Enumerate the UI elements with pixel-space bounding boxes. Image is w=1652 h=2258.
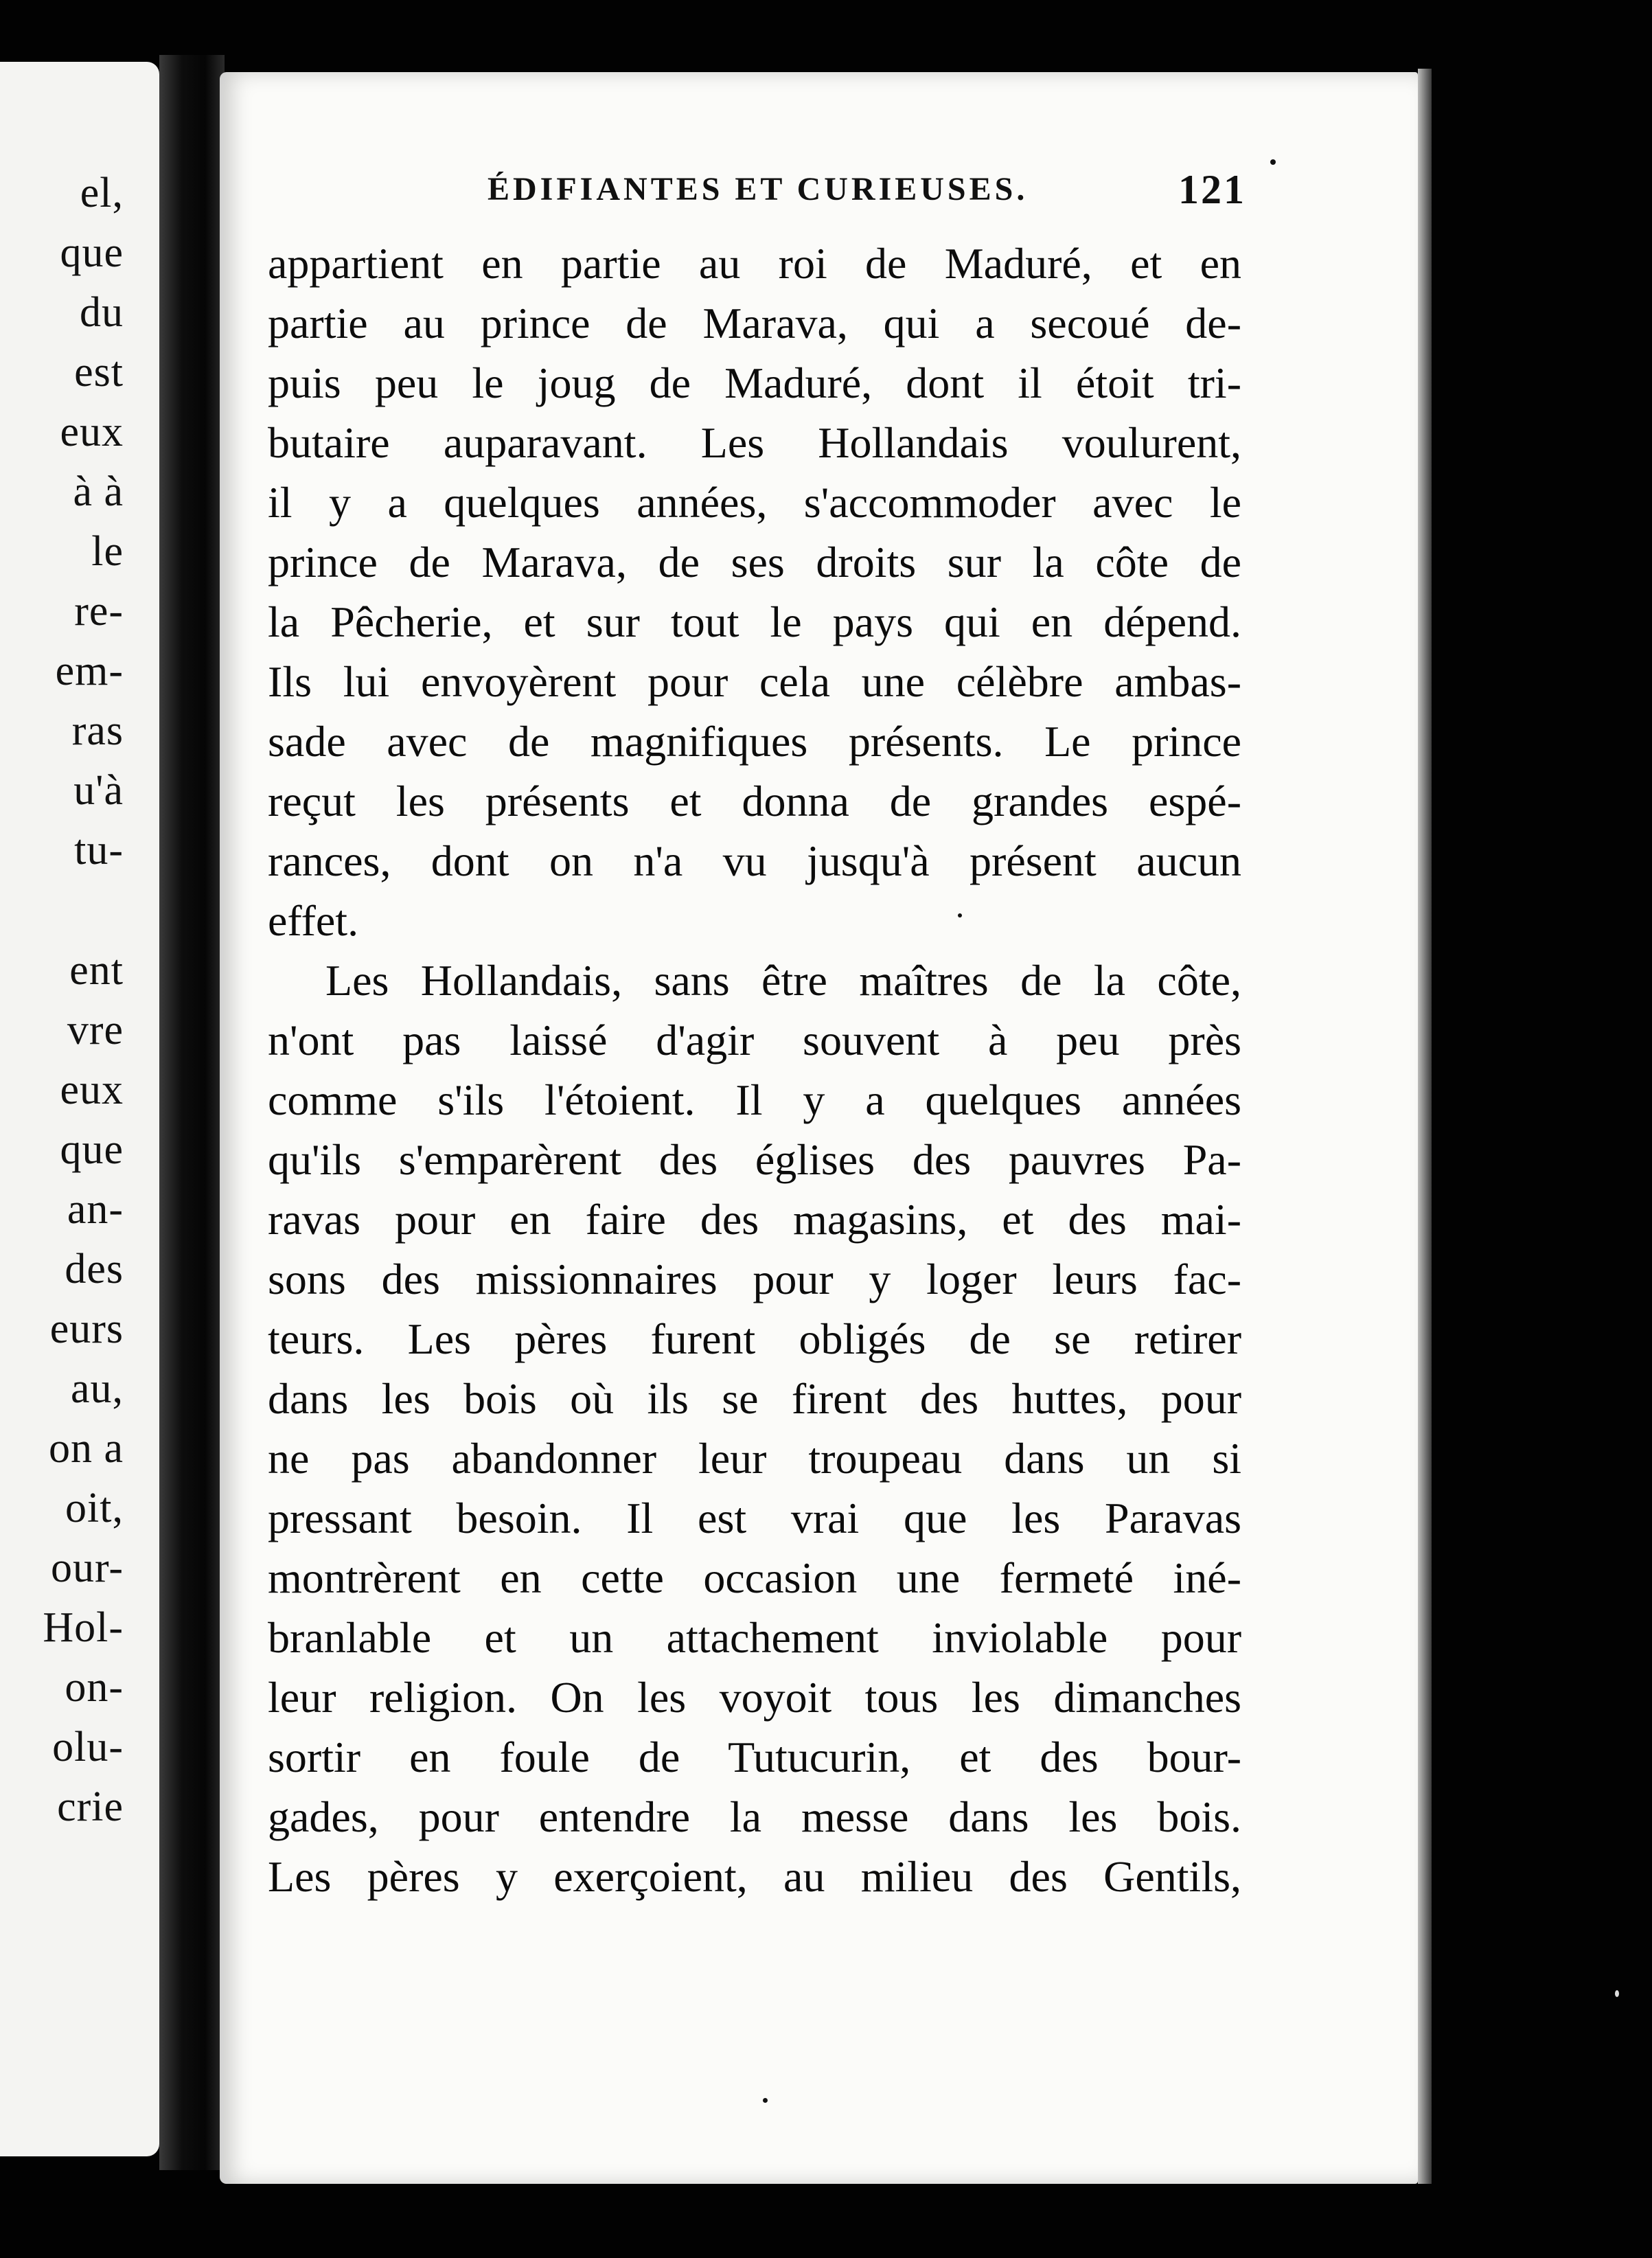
text-line: reçut les présents et donna de grandes espé-: [268, 777, 1241, 825]
scan-speck: [958, 913, 962, 917]
facing-page-fragment: du: [80, 289, 124, 336]
facing-page-fragment: que: [60, 1126, 124, 1173]
facing-page-fragment: que: [60, 229, 124, 276]
facing-page-fragment: des: [65, 1246, 124, 1292]
text-line: qu'ils s'emparèrent des églises des pauvres Pa-: [268, 1135, 1241, 1184]
facing-page-fragment: olu-: [52, 1724, 124, 1770]
text-line: butaire auparavant. Les Hollandais voulurent,: [268, 418, 1241, 467]
facing-page-fragment: on-: [65, 1664, 124, 1711]
text-line: appartient en partie au roi de Maduré, et en: [268, 239, 1241, 288]
text-line: sortir en foule de Tutucurin, et des bour-: [268, 1733, 1241, 1781]
text-line: dans les bois où ils se firent des huttes, pour: [268, 1374, 1241, 1423]
facing-page-fragment: le: [91, 528, 124, 575]
text-line: teurs. Les pères furent obligés de se retirer: [268, 1314, 1241, 1363]
facing-page-fragment: oit,: [65, 1485, 124, 1531]
scan-speck: [763, 2098, 768, 2103]
scan-speck: [1615, 1990, 1619, 1997]
facing-page-fragment: crie: [57, 1783, 124, 1830]
text-line: montrèrent en cette occasion une fermeté iné-: [268, 1553, 1241, 1602]
facing-page-fragment: eux: [60, 1067, 124, 1113]
book-gutter: [159, 55, 225, 2170]
text-line: sons des missionnaires pour y loger leurs fac-: [268, 1255, 1241, 1303]
facing-page-fragment: est: [74, 349, 124, 396]
paragraph-end-line: effet.: [268, 896, 359, 945]
page-header: [487, 167, 1246, 218]
facing-page-fragment: on a: [48, 1425, 124, 1472]
text-line: Ils lui envoyèrent pour cela une célèbre ambas-: [268, 657, 1241, 706]
text-line: puis peu le joug de Maduré, dont il étoit tri-: [268, 358, 1241, 407]
text-line: ne pas abandonner leur troupeau dans un si: [268, 1434, 1241, 1483]
page-edge-shadow: [1418, 69, 1432, 2184]
facing-page-fragment: ras: [71, 707, 124, 754]
text-line: gades, pour entendre la messe dans les bois.: [268, 1792, 1241, 1841]
facing-page-fragment: Hol-: [43, 1604, 124, 1651]
facing-page-fragment: au,: [70, 1365, 124, 1412]
text-line: ravas pour en faire des magasins, et des mai-: [268, 1195, 1241, 1244]
text-line: rances, dont on n'a vu jusqu'à présent aucun: [268, 836, 1241, 885]
text-line: il y a quelques années, s'accommoder avec le: [268, 478, 1241, 527]
paragraph-start-line: Les Hollandais, sans être maîtres de la côte,: [325, 956, 1241, 1005]
facing-page-fragment: ent: [69, 947, 124, 994]
scan-speck: [1270, 159, 1276, 165]
facing-page-fragment: an-: [67, 1186, 124, 1233]
facing-page-fragment: vre: [67, 1007, 124, 1053]
facing-page-fragment: à à: [73, 468, 124, 515]
running-title: ÉDIFIANTES ET CURIEUSES.: [487, 171, 1029, 207]
text-line: comme s'ils l'étoient. Il y a quelques années: [268, 1075, 1241, 1124]
text-line: Les pères y exerçoient, au milieu des Gentils,: [268, 1852, 1241, 1901]
facing-page-fragment: em-: [55, 648, 124, 694]
left-facing-page: [0, 62, 159, 2156]
facing-page-fragment: el,: [80, 170, 124, 216]
text-line: n'ont pas laissé d'agir souvent à peu près: [268, 1016, 1241, 1064]
facing-page-fragment: u'à: [73, 767, 124, 814]
facing-page-fragment: eurs: [49, 1305, 124, 1352]
text-line: leur religion. On les voyoit tous les dimanches: [268, 1673, 1241, 1722]
text-line: branlable et un attachement inviolable pour: [268, 1613, 1241, 1662]
facing-page-fragment: tu-: [74, 827, 124, 874]
text-line: la Pêcherie, et sur tout le pays qui en dépend.: [268, 597, 1241, 646]
text-line: prince de Marava, de ses droits sur la côte de: [268, 538, 1241, 586]
body-text: [268, 233, 1241, 1906]
text-line: partie au prince de Marava, qui a secoué de-: [268, 299, 1241, 347]
facing-page-fragment: eux: [60, 409, 124, 455]
page-number: 121: [1178, 167, 1246, 212]
facing-page-fragment: our-: [50, 1544, 124, 1591]
text-line: pressant besoin. Il est vrai que les Paravas: [268, 1494, 1241, 1542]
facing-page-fragment: re-: [74, 588, 124, 635]
text-line: sade avec de magnifiques présents. Le prince: [268, 717, 1241, 766]
